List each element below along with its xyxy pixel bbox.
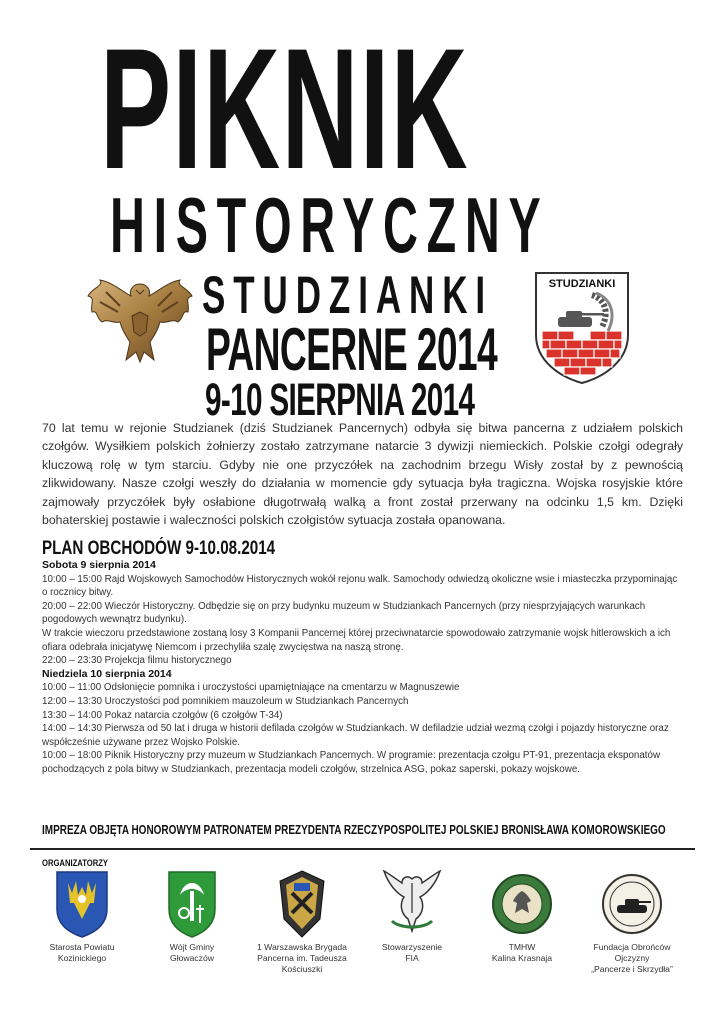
title-historyczny: HISTORYCZNY xyxy=(110,181,550,269)
schedule xyxy=(42,559,683,777)
eagle-emblem-icon xyxy=(86,272,194,364)
organizer-caption: TMHW Kalina Krasnaja xyxy=(491,942,553,963)
day2-heading: Niedziela 10 sierpnia 2014 xyxy=(42,667,172,680)
organizer-fia xyxy=(354,868,470,964)
organizers-title: ORGANIZATORZY xyxy=(42,858,109,868)
organizer-caption: Stowarzyszenie FIA xyxy=(381,942,443,963)
kozienice-coat-of-arms-icon xyxy=(54,869,110,939)
studzianki-crest-icon xyxy=(532,269,632,385)
organizer-foundation xyxy=(574,868,690,975)
schedule-item: 10:00 – 15:00 Rajd Wojskowych Samochodów Historycznych wokół rejonu walk. Samochody odwiedzą okoliczne wsie i miasteczka przypominając o rocznicy bitwy. xyxy=(42,573,678,599)
divider xyxy=(30,848,695,850)
schedule-item: W trakcie wieczoru przedstawione zostaną losy 3 Kompanii Pancernej której przeciwnatarcie spowodowało zatrzymanie wojsk hitlerowskich a ich ofiara odebrała inicjatywę Niemcom i przechyliła szalę zwycięstwa na naszą stronę. xyxy=(42,627,671,653)
organizer-brigade xyxy=(244,868,360,975)
organizer-caption: Starosta Powiatu Kozinickiego xyxy=(49,942,115,963)
fia-eagle-icon xyxy=(382,869,442,939)
schedule-item: 12:00 – 13:30 Uroczystości pod pomnikiem mauzoleum w Studziankach Pancernych xyxy=(42,695,409,707)
title-studzianki: STUDZIANKI xyxy=(202,266,494,325)
organizer-tmhw xyxy=(464,868,580,964)
schedule-item: 13:30 – 14:00 Pokaz natarcia czołgów (6 czołgów T-34) xyxy=(42,709,283,721)
day1-heading: Sobota 9 sierpnia 2014 xyxy=(42,559,156,571)
title-piknik: PIKNIK xyxy=(100,13,469,205)
organizer-caption: Fundacja Obrońców Ojczyzny „Pancerze i Skrzydła” xyxy=(591,942,673,974)
organizer-kozienice xyxy=(24,868,140,964)
schedule-item: 22:00 – 23:30 Projekcja filmu historycznego xyxy=(42,655,232,667)
organizer-glowaczow xyxy=(134,868,250,964)
brigade-badge-icon xyxy=(276,869,328,939)
plan-title: PLAN OBCHODÓW 9-10.08.2014 xyxy=(42,538,276,559)
schedule-item: 20:00 – 22:00 Wieczór Historyczny. Odbędzie się on przy budynku muzeum w Studziankach Pancernych (przy niesprzyjających warunkach pogodowych wewnątrz budynku). xyxy=(42,600,646,626)
title-dates: 9-10 SIERPNIA 2014 xyxy=(205,374,475,425)
schedule-item: 10:00 – 11:00 Odsłonięcie pomnika i uroczystości upamiętniające na cmentarzu w Magnuszewie xyxy=(42,682,460,694)
organizer-caption: 1 Warszawska Brygada Pancerna im. Tadeusza Kościuszki xyxy=(257,942,347,974)
foundation-seal-icon xyxy=(601,873,663,935)
schedule-item: 10:00 – 18:00 Piknik Historyczny przy muzeum w Studziankach Pancernych. W programie: prezentacja czołgu PT-91, prezentacja eksponatów pochodzących z pola bitwy w Studziankach, prezentacja modeli czołgów, strzelnica ASG, pokaz saperski, pokazy wojskowe. xyxy=(42,750,661,775)
intro-paragraph: 70 lat temu w rejonie Studzianek (dziś Studzianek Pancernych) odbyła się bitwa pancerna z udziałem polskich czołgów. Wysiłkiem polskich żołnierzy zostało zatrzymane natarcie 3 dywizji niemieckich. Polskie czołgi odegrały kluczową rolę w tym starciu. Gdyby nie one przyczółek na zachodnim brzegu Wisły został by z pewnością zlikwidowany. Nasze czołgi weszły do działania w momencie gdy sytuacja była tragiczna. Wojska rosyjskie które zajmowały przyczółek były osłabione długotrwałą walką a front został przerwany na odcinku 1,5 km. Dzięki bohaterskiej postawie i waleczności polskich czołgistów sytuacja została opanowana. xyxy=(42,421,683,528)
patronage-line: IMPREZA OBJĘTA HONOROWYM PATRONATEM PREZYDENTA RZECZYPOSPOLITEJ POLSKIEJ BRONISŁAWA KOMOROWSKIEGO xyxy=(42,822,666,837)
schedule-item: 14:00 – 14:30 Pierwsza od 50 lat i druga w historii defilada czołgów w Studziankach. W defiladzie udział wezmą czołgi i pojazdy historyczne oraz współcześnie używane przez Wojsko Polskie. xyxy=(42,723,669,748)
tmhw-seal-icon xyxy=(491,873,553,935)
organizer-caption: Wójt Gminy Głowaczów xyxy=(169,942,215,963)
crest-label: STUDZIANKI xyxy=(548,278,616,290)
title-pancerne-2014: PANCERNE 2014 xyxy=(206,316,498,383)
glowaczow-coat-of-arms-icon xyxy=(166,869,218,939)
